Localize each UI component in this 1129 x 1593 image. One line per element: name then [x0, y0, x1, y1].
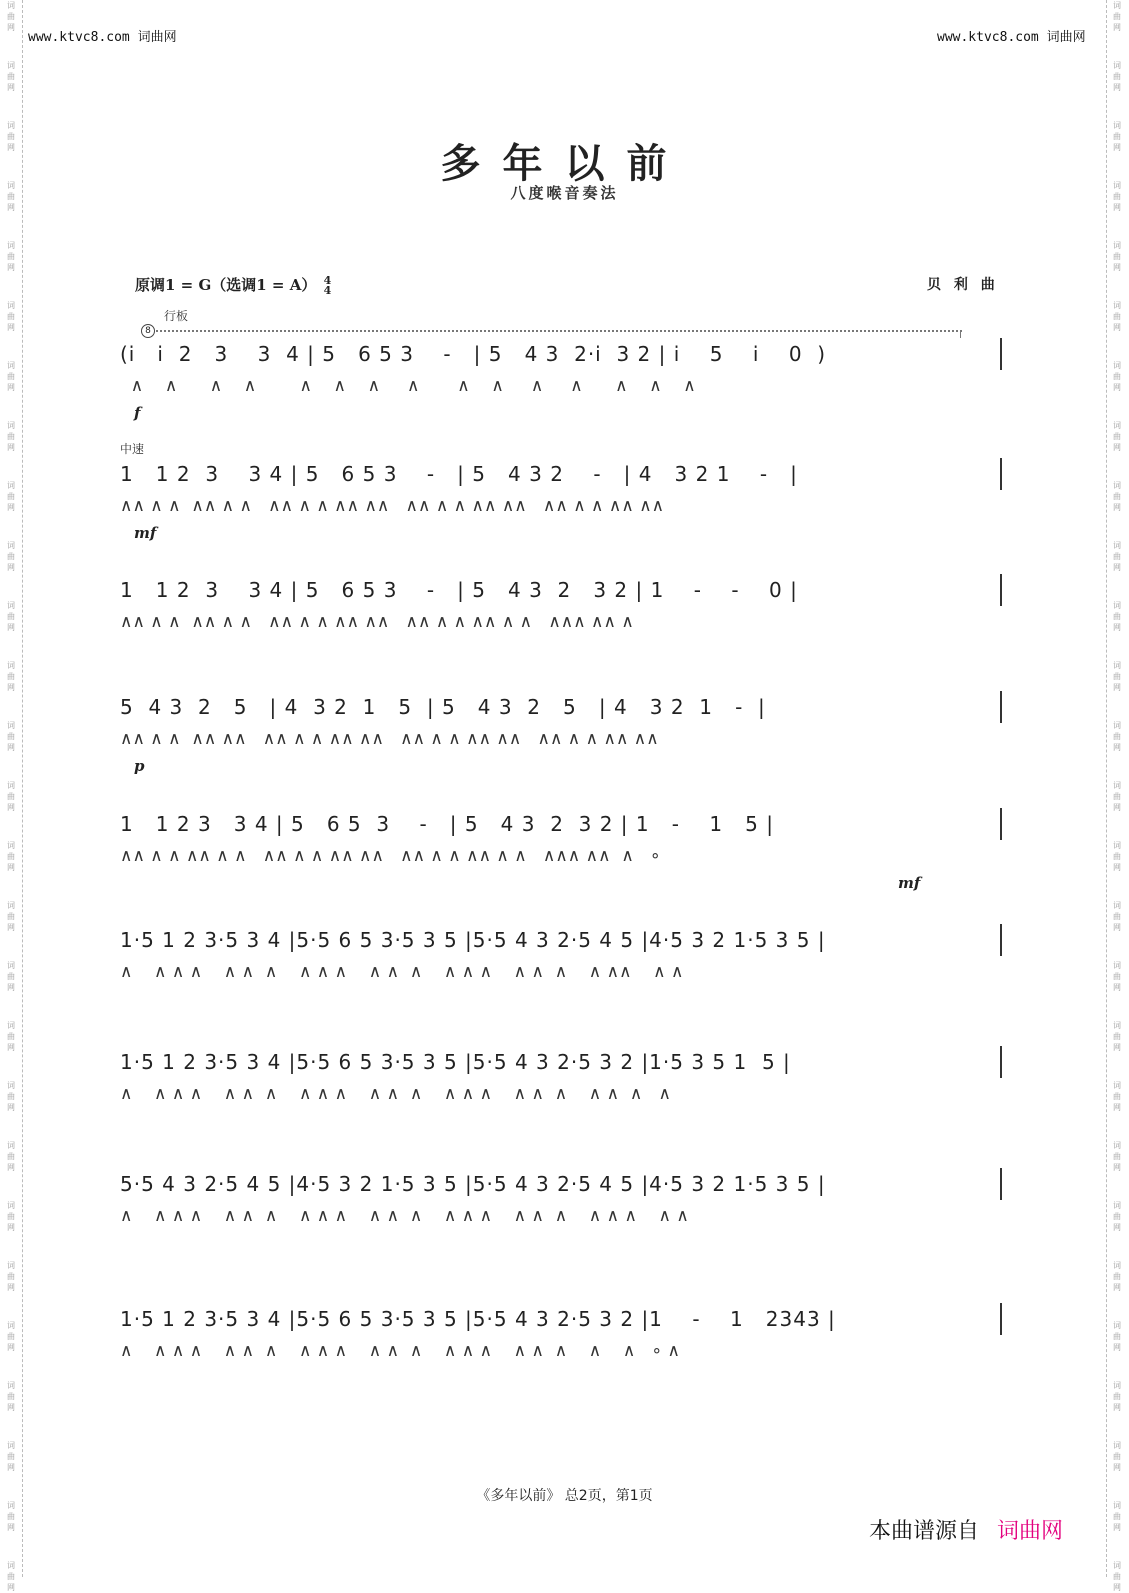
watermark-char: 曲 — [1113, 972, 1121, 981]
watermark-char: 网 — [7, 563, 15, 572]
watermark-char: 曲 — [7, 312, 15, 321]
watermark-char: 曲 — [1113, 792, 1121, 801]
watermark-char: 网 — [1113, 1283, 1121, 1292]
watermark-char: 网 — [1113, 143, 1121, 152]
watermark-mark — [2, 660, 20, 693]
final-barline — [1000, 924, 1002, 956]
page-footer: 《多年以前》 总2页，第1页 — [476, 1488, 653, 1504]
articulation-line: ∧∧ ∧ ∧ ∧∧ ∧ ∧ ∧∧ ∧ ∧ ∧∧ ∧∧ ∧∧ ∧ ∧ ∧∧ ∧ ∧ ∧∧∧ ∧∧ ∧ — [120, 612, 634, 632]
watermark-mark — [2, 960, 20, 993]
watermark-char: 词 — [1113, 1441, 1121, 1450]
octave-line-end — [960, 330, 961, 338]
watermark-char: 网 — [7, 263, 15, 272]
watermark-char: 曲 — [1113, 1452, 1121, 1461]
final-barline — [1000, 1303, 1002, 1335]
watermark-mark — [1108, 960, 1126, 993]
watermark-char: 词 — [1113, 721, 1121, 730]
site-url-left[interactable]: www.ktvc8.com 词曲网 — [28, 30, 177, 45]
watermark-char: 网 — [7, 803, 15, 812]
watermark-char: 曲 — [7, 252, 15, 261]
watermark-char: 词 — [7, 661, 15, 670]
watermark-mark — [2, 120, 20, 153]
watermark-char: 曲 — [7, 1272, 15, 1281]
watermark-mark — [1108, 120, 1126, 153]
watermark-char: 曲 — [7, 1452, 15, 1461]
watermark-mark — [1108, 1140, 1126, 1173]
octave-dotted-line — [156, 330, 962, 332]
watermark-mark — [1108, 0, 1126, 33]
watermark-char: 网 — [1113, 983, 1121, 992]
source-brand-link[interactable]: 词曲网 — [997, 1519, 1064, 1544]
articulation-line: ∧ ∧ ∧ ∧ ∧ ∧ ∧ ∧ ∧ ∧ ∧ ∧ ∧ ∧ ∧ ∧ ∧ ∧ ∧ ∧ ∧ ∧ ∧ — [120, 1084, 671, 1104]
final-barline — [1000, 458, 1002, 490]
site-url-right[interactable]: www.ktvc8.com 词曲网 — [937, 30, 1086, 45]
score-row — [120, 342, 1010, 432]
watermark-char: 词 — [1113, 1141, 1121, 1150]
watermark-char: 曲 — [7, 732, 15, 741]
watermark-char: 网 — [7, 503, 15, 512]
final-barline — [1000, 691, 1002, 723]
watermark-char: 曲 — [7, 972, 15, 981]
watermark-char: 曲 — [1113, 1272, 1121, 1281]
watermark-mark — [2, 720, 20, 753]
watermark-char: 网 — [7, 383, 15, 392]
key-signature — [135, 274, 331, 296]
watermark-char: 词 — [1113, 301, 1121, 310]
note-line: 1 1 2 3 3 4 | 5 6 5 3 - | 5 4 3 2 3 2 | 1 - - 0 | — [120, 578, 798, 602]
watermark-mark — [1108, 1440, 1126, 1473]
watermark-char: 曲 — [1113, 912, 1121, 921]
watermark-char: 曲 — [1113, 1152, 1121, 1161]
note-line: 1 1 2 3 3 4 | 5 6 5 3 - | 5 4 3 2 3 2 | 1 - 1 5 | — [120, 812, 774, 836]
watermark-char: 词 — [1113, 601, 1121, 610]
source-prefix: 本曲谱源自 — [869, 1519, 980, 1544]
watermark-char: 曲 — [1113, 852, 1121, 861]
watermark-char: 网 — [1113, 503, 1121, 512]
watermark-char: 网 — [1113, 203, 1121, 212]
watermark-char: 网 — [7, 83, 15, 92]
watermark-char: 曲 — [1113, 432, 1121, 441]
watermark-char: 词 — [7, 901, 15, 910]
watermark-mark — [2, 1020, 20, 1053]
watermark-char: 词 — [7, 481, 15, 490]
watermark-char: 网 — [7, 443, 15, 452]
watermark-char: 网 — [1113, 743, 1121, 752]
watermark-char: 曲 — [7, 192, 15, 201]
watermark-mark — [2, 900, 20, 933]
watermark-char: 网 — [7, 1043, 15, 1052]
watermark-mark — [1108, 1320, 1126, 1353]
watermark-char: 曲 — [1113, 1332, 1121, 1341]
watermark-char: 曲 — [7, 132, 15, 141]
watermark-char: 网 — [7, 1523, 15, 1532]
segno-icon: 8 — [141, 324, 155, 338]
watermark-mark — [1108, 1020, 1126, 1053]
watermark-char: 词 — [1113, 1021, 1121, 1030]
watermark-mark — [2, 1200, 20, 1233]
watermark-char: 网 — [1113, 863, 1121, 872]
watermark-char: 词 — [1113, 661, 1121, 670]
watermark-mark — [2, 1500, 20, 1533]
watermark-char: 网 — [1113, 923, 1121, 932]
score-row — [120, 1307, 1010, 1397]
note-line: 1·5 1 2 3·5 3 4 |5·5 6 5 3·5 3 5 |5·5 4 3 2·5 3 2 |1·5 3 5 1 5 | — [120, 1050, 791, 1074]
watermark-mark — [1108, 480, 1126, 513]
articulation-line: ∧∧ ∧ ∧ ∧∧ ∧∧ ∧∧ ∧ ∧ ∧∧ ∧∧ ∧∧ ∧ ∧ ∧∧ ∧∧ ∧∧ ∧ ∧ ∧∧ ∧∧ — [120, 729, 659, 749]
watermark-char: 词 — [7, 541, 15, 550]
watermark-char: 曲 — [7, 492, 15, 501]
score-row — [120, 928, 1010, 1018]
watermark-char: 词 — [1113, 1, 1121, 10]
watermark-mark — [1108, 240, 1126, 273]
watermark-char: 网 — [1113, 83, 1121, 92]
watermark-mark — [2, 1080, 20, 1113]
watermark-mark — [1108, 600, 1126, 633]
watermark-mark — [1108, 300, 1126, 333]
watermark-char: 网 — [1113, 803, 1121, 812]
time-top: 4 — [323, 274, 332, 287]
watermark-char: 词 — [7, 301, 15, 310]
watermark-char: 网 — [7, 863, 15, 872]
tempo-intro: 行板 — [164, 309, 189, 323]
watermark-char: 网 — [1113, 263, 1121, 272]
watermark-char: 网 — [7, 743, 15, 752]
watermark-char: 词 — [7, 841, 15, 850]
watermark-char: 曲 — [1113, 1512, 1121, 1521]
watermark-char: 词 — [7, 181, 15, 190]
watermark-mark — [1108, 540, 1126, 573]
watermark-mark — [2, 1440, 20, 1473]
watermark-char: 词 — [7, 121, 15, 130]
watermark-char: 网 — [1113, 23, 1121, 32]
watermark-char: 词 — [1113, 1081, 1121, 1090]
note-line: 5·5 4 3 2·5 4 5 |4·5 3 2 1·5 3 5 |5·5 4 3 2·5 4 5 |4·5 3 2 1·5 3 5 | — [120, 1172, 826, 1196]
song-subtitle: 八度喉音奏法 — [510, 184, 619, 202]
watermark-char: 曲 — [7, 672, 15, 681]
watermark-char: 网 — [1113, 1463, 1121, 1472]
watermark-char: 曲 — [1113, 612, 1121, 621]
watermark-char: 词 — [1113, 1201, 1121, 1210]
watermark-char: 网 — [7, 1583, 15, 1592]
watermark-char: 词 — [1113, 61, 1121, 70]
watermark-char: 词 — [7, 721, 15, 730]
watermark-char: 网 — [7, 1463, 15, 1472]
watermark-mark — [2, 1260, 20, 1293]
watermark-char: 网 — [1113, 1523, 1121, 1532]
watermark-char: 网 — [1113, 323, 1121, 332]
articulation-line: ∧∧ ∧ ∧ ∧∧ ∧ ∧ ∧∧ ∧ ∧ ∧∧ ∧∧ ∧∧ ∧ ∧ ∧∧ ∧ ∧ ∧∧∧ ∧∧ ∧ ∘ — [120, 846, 661, 866]
watermark-mark — [2, 180, 20, 213]
watermark-char: 词 — [7, 1441, 15, 1450]
watermark-char: 词 — [1113, 1381, 1121, 1390]
watermark-mark — [2, 1320, 20, 1353]
final-barline — [1000, 1168, 1002, 1200]
watermark-char: 曲 — [1113, 1212, 1121, 1221]
watermark-mark — [2, 240, 20, 273]
watermark-mark — [2, 840, 20, 873]
watermark-char: 网 — [1113, 1163, 1121, 1172]
watermark-char: 网 — [7, 1163, 15, 1172]
watermark-char: 曲 — [1113, 1572, 1121, 1581]
score-row — [120, 695, 1010, 785]
watermark-mark — [2, 1380, 20, 1413]
final-barline — [1000, 574, 1002, 606]
final-barline — [1000, 1046, 1002, 1078]
watermark-char: 曲 — [1113, 1392, 1121, 1401]
watermark-char: 词 — [1113, 841, 1121, 850]
watermark-char: 词 — [1113, 121, 1121, 130]
watermark-char: 词 — [1113, 781, 1121, 790]
final-barline — [1000, 338, 1002, 370]
watermark-char: 网 — [7, 203, 15, 212]
watermark-char: 网 — [1113, 563, 1121, 572]
watermark-char: 曲 — [1113, 12, 1121, 21]
watermark-mark — [1108, 1380, 1126, 1413]
time-bottom: 4 — [323, 284, 332, 297]
watermark-char: 网 — [1113, 1103, 1121, 1112]
watermark-char: 曲 — [7, 432, 15, 441]
note-line: 1·5 1 2 3·5 3 4 |5·5 6 5 3·5 3 5 |5·5 4 3 2·5 3 2 |1 - 1 2343 | — [120, 1307, 836, 1331]
watermark-mark — [2, 360, 20, 393]
watermark-char: 曲 — [1113, 672, 1121, 681]
watermark-char: 网 — [7, 1283, 15, 1292]
watermark-char: 网 — [7, 1103, 15, 1112]
note-line: 5 4 3 2 5 | 4 3 2 1 5 | 5 4 3 2 5 | 4 3 2 1 - | — [120, 695, 766, 719]
watermark-char: 网 — [7, 23, 15, 32]
watermark-char: 曲 — [1113, 372, 1121, 381]
watermark-char: 曲 — [7, 1152, 15, 1161]
watermark-mark — [1108, 900, 1126, 933]
watermark-char: 曲 — [7, 1512, 15, 1521]
dynamic-marking: mf — [898, 874, 921, 892]
watermark-char: 网 — [1113, 1583, 1121, 1592]
watermark-char: 词 — [1113, 241, 1121, 250]
watermark-char: 词 — [7, 1, 15, 10]
watermark-char: 词 — [7, 781, 15, 790]
watermark-char: 网 — [1113, 1343, 1121, 1352]
watermark-char: 曲 — [7, 852, 15, 861]
dynamic-marking: f — [134, 404, 141, 422]
articulation-line: ∧∧ ∧ ∧ ∧∧ ∧ ∧ ∧∧ ∧ ∧ ∧∧ ∧∧ ∧∧ ∧ ∧ ∧∧ ∧∧ ∧∧ ∧ ∧ ∧∧ ∧∧ — [120, 496, 665, 516]
watermark-char: 网 — [1113, 383, 1121, 392]
watermark-mark — [2, 780, 20, 813]
watermark-char: 网 — [7, 143, 15, 152]
watermark-mark — [2, 540, 20, 573]
watermark-mark — [2, 600, 20, 633]
dynamic-marking: p — [134, 757, 145, 775]
watermark-char: 网 — [1113, 443, 1121, 452]
watermark-char: 词 — [7, 1141, 15, 1150]
watermark-char: 曲 — [1113, 192, 1121, 201]
watermark-char: 曲 — [7, 1092, 15, 1101]
watermark-mark — [2, 60, 20, 93]
watermark-char: 词 — [1113, 1501, 1121, 1510]
watermark-mark — [1108, 1200, 1126, 1233]
watermark-char: 曲 — [7, 612, 15, 621]
watermark-char: 网 — [1113, 1043, 1121, 1052]
score-row — [120, 578, 1010, 668]
watermark-char: 曲 — [7, 12, 15, 21]
watermark-char: 网 — [7, 923, 15, 932]
watermark-char: 曲 — [7, 1032, 15, 1041]
watermark-char: 词 — [1113, 1321, 1121, 1330]
watermark-char: 曲 — [1113, 1032, 1121, 1041]
articulation-line: ∧ ∧ ∧ ∧ ∧ ∧ ∧ ∧ ∧ ∧ ∧ ∧ ∧ ∧ ∧ ∧ ∧ ∧ ∧ ∧ ∧∧ ∧ ∧ — [120, 962, 684, 982]
watermark-char: 词 — [1113, 1261, 1121, 1270]
watermark-mark — [2, 420, 20, 453]
watermark-char: 网 — [7, 323, 15, 332]
watermark-char: 曲 — [1113, 492, 1121, 501]
watermark-char: 曲 — [7, 1332, 15, 1341]
watermark-mark — [1108, 720, 1126, 753]
watermark-char: 词 — [7, 601, 15, 610]
articulation-line: ∧ ∧ ∧ ∧ ∧ ∧ ∧ ∧ ∧ ∧ ∧ ∧ ∧ ∧ ∧ — [120, 376, 696, 396]
watermark-char: 词 — [7, 421, 15, 430]
watermark-mark — [1108, 60, 1126, 93]
watermark-char: 曲 — [7, 1392, 15, 1401]
watermark-char: 网 — [7, 1403, 15, 1412]
watermark-char: 网 — [1113, 1223, 1121, 1232]
watermark-char: 网 — [7, 1343, 15, 1352]
watermark-mark — [2, 1140, 20, 1173]
watermark-char: 曲 — [7, 372, 15, 381]
watermark-char: 曲 — [1113, 252, 1121, 261]
watermark-char: 词 — [7, 61, 15, 70]
watermark-mark — [1108, 1500, 1126, 1533]
watermark-char: 词 — [1113, 961, 1121, 970]
watermark-char: 曲 — [7, 912, 15, 921]
final-barline — [1000, 808, 1002, 840]
watermark-char: 曲 — [1113, 312, 1121, 321]
watermark-char: 网 — [7, 683, 15, 692]
source-credit — [869, 1514, 1063, 1545]
watermark-char: 曲 — [1113, 1092, 1121, 1101]
key-text: 原调1 = G（选调1 = A） — [135, 276, 317, 294]
watermark-char: 词 — [7, 1201, 15, 1210]
watermark-mark — [1108, 780, 1126, 813]
watermark-mark — [1108, 360, 1126, 393]
watermark-char: 词 — [7, 961, 15, 970]
watermark-char: 词 — [7, 1381, 15, 1390]
watermark-char: 网 — [7, 1223, 15, 1232]
watermark-mark — [2, 0, 20, 33]
watermark-char: 曲 — [7, 792, 15, 801]
watermark-char: 词 — [1113, 361, 1121, 370]
watermark-char: 曲 — [7, 72, 15, 81]
note-line: (i i 2 3 3 4 | 5 6 5 3 - | 5 4 3 2·i 3 2 | i 5 i 0 ) — [120, 342, 827, 366]
watermark-char: 词 — [7, 1321, 15, 1330]
note-line: 1·5 1 2 3·5 3 4 |5·5 6 5 3·5 3 5 |5·5 4 3 2·5 4 5 |4·5 3 2 1·5 3 5 | — [120, 928, 826, 952]
score-row — [120, 812, 1010, 902]
watermark-char: 曲 — [7, 1212, 15, 1221]
watermark-char: 词 — [7, 1261, 15, 1270]
watermark-mark — [1108, 1080, 1126, 1113]
watermark-char: 词 — [1113, 901, 1121, 910]
watermark-char: 词 — [7, 1561, 15, 1570]
watermark-char: 网 — [1113, 1403, 1121, 1412]
watermark-mark — [1108, 180, 1126, 213]
watermark-mark — [1108, 420, 1126, 453]
score-row — [120, 1050, 1010, 1140]
watermark-mark — [2, 300, 20, 333]
score-row — [120, 462, 1010, 552]
note-line: 1 1 2 3 3 4 | 5 6 5 3 - | 5 4 3 2 - | 4 3 2 1 - | — [120, 462, 798, 486]
watermark-char: 词 — [7, 1021, 15, 1030]
watermark-char: 词 — [1113, 181, 1121, 190]
watermark-char: 词 — [7, 361, 15, 370]
watermark-char: 词 — [1113, 1561, 1121, 1570]
score-row — [120, 1172, 1010, 1262]
watermark-char: 曲 — [7, 552, 15, 561]
watermark-char: 词 — [7, 241, 15, 250]
watermark-char: 曲 — [7, 1572, 15, 1581]
tempo-main: 中速 — [120, 442, 145, 456]
watermark-char: 网 — [7, 983, 15, 992]
watermark-char: 词 — [1113, 541, 1121, 550]
watermark-mark — [1108, 1260, 1126, 1293]
watermark-char: 曲 — [1113, 132, 1121, 141]
composer: 贝 利 曲 — [927, 277, 999, 293]
watermark-char: 曲 — [1113, 72, 1121, 81]
time-signature — [324, 276, 332, 296]
watermark-char: 曲 — [1113, 732, 1121, 741]
dynamic-marking: mf — [134, 524, 157, 542]
watermark-char: 词 — [1113, 481, 1121, 490]
articulation-line: ∧ ∧ ∧ ∧ ∧ ∧ ∧ ∧ ∧ ∧ ∧ ∧ ∧ ∧ ∧ ∧ ∧ ∧ ∧ ∧ ∧ ∧ ∧ ∧ — [120, 1206, 689, 1226]
watermark-char: 网 — [7, 623, 15, 632]
watermark-char: 网 — [1113, 623, 1121, 632]
articulation-line: ∧ ∧ ∧ ∧ ∧ ∧ ∧ ∧ ∧ ∧ ∧ ∧ ∧ ∧ ∧ ∧ ∧ ∧ ∧ ∧ ∧ ∘ ∧ — [120, 1341, 680, 1361]
watermark-mark — [2, 480, 20, 513]
watermark-char: 词 — [7, 1081, 15, 1090]
watermark-mark — [1108, 660, 1126, 693]
watermark-mark — [1108, 840, 1126, 873]
watermark-char: 曲 — [1113, 552, 1121, 561]
watermark-char: 词 — [1113, 421, 1121, 430]
song-title: 多年以前 — [440, 140, 689, 187]
watermark-char: 词 — [7, 1501, 15, 1510]
watermark-char: 网 — [1113, 683, 1121, 692]
